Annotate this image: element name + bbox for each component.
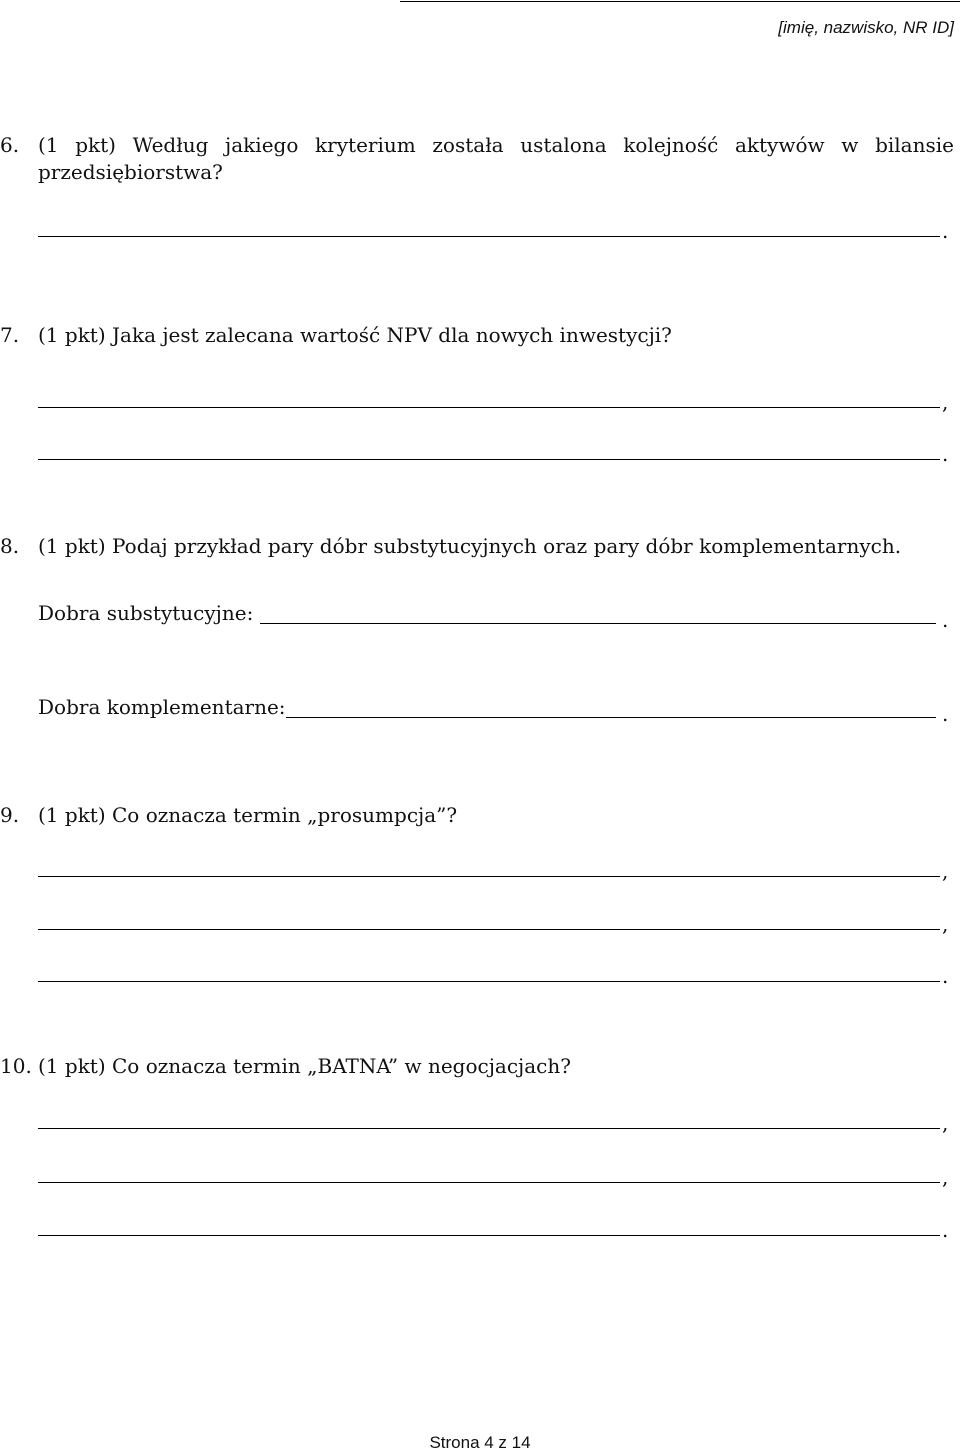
question-10-answer-line-1[interactable] — [38, 1128, 940, 1129]
question-10-answer-end-3: . — [942, 1218, 949, 1242]
complementary-goods-end: . — [942, 702, 949, 726]
substitute-goods-field[interactable] — [260, 623, 936, 624]
question-9-answer-line-3[interactable] — [38, 981, 940, 982]
question-9-answer-end-1: , — [942, 859, 949, 883]
complementary-goods-label: Dobra komplementarne: — [38, 695, 286, 719]
question-7-text: (1 pkt) Jaka jest zalecana wartość NPV dla nowych inwestycji? — [38, 323, 672, 347]
question-10-answer-line-2[interactable] — [38, 1182, 940, 1183]
question-6-text-line1: (1 pkt) Według jakiego kryterium została ustalona kolejność aktywów w bilansie — [38, 133, 954, 157]
question-10-text: (1 pkt) Co oznacza termin „BATNA” w negocjacjach? — [38, 1054, 571, 1078]
question-10-number: 10. — [0, 1054, 32, 1078]
complementary-goods-field[interactable] — [286, 717, 936, 718]
question-10-answer-end-1: , — [942, 1111, 949, 1135]
question-6-number: 6. — [0, 133, 20, 157]
question-9-answer-line-2[interactable] — [38, 929, 940, 930]
question-8-number: 8. — [0, 534, 20, 558]
question-7-answer-end-2: . — [942, 442, 949, 466]
question-9-answer-end-2: , — [942, 912, 949, 936]
header-name-line — [400, 1, 960, 2]
substitute-goods-label: Dobra substytucyjne: — [38, 601, 254, 625]
question-9-text: (1 pkt) Co oznacza termin „prosumpcja”? — [38, 803, 458, 827]
question-6-answer-end: . — [942, 219, 949, 243]
question-6-answer-line[interactable] — [38, 236, 940, 237]
question-7-number: 7. — [0, 323, 20, 347]
question-7-answer-line-2[interactable] — [38, 459, 940, 460]
question-8-text: (1 pkt) Podaj przykład pary dóbr substytucyjnych oraz pary dóbr komplementarnych. — [38, 534, 902, 558]
question-10-answer-end-2: , — [942, 1165, 949, 1189]
substitute-goods-end: . — [942, 608, 949, 632]
page-number: Strona 4 z 14 — [429, 1433, 531, 1452]
question-7-answer-line-1[interactable] — [38, 407, 940, 408]
question-6-text-line2: przedsiębiorstwa? — [38, 160, 223, 184]
question-7-answer-end-1: , — [942, 390, 949, 414]
student-name-placeholder: [imię, nazwisko, NR ID] — [778, 18, 954, 37]
question-9-answer-line-1[interactable] — [38, 876, 940, 877]
question-9-number: 9. — [0, 803, 20, 827]
question-10-answer-line-3[interactable] — [38, 1235, 940, 1236]
question-9-answer-end-3: . — [942, 964, 949, 988]
